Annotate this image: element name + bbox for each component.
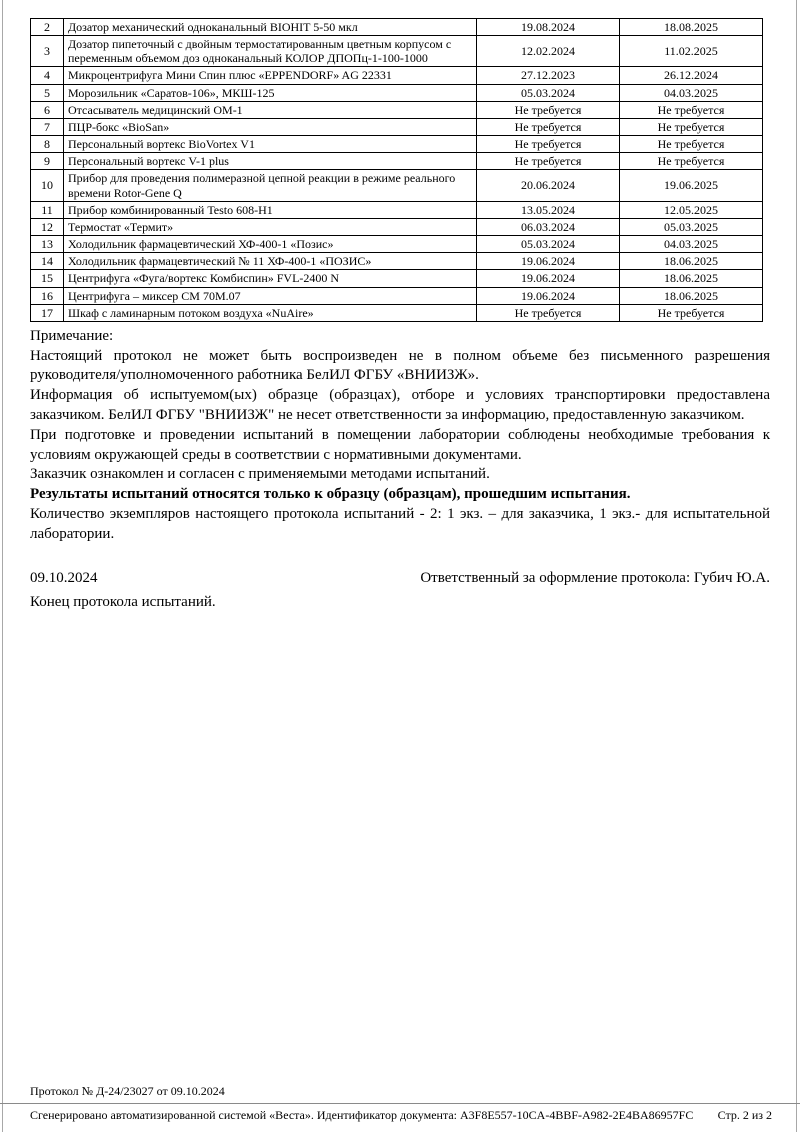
- equipment-name: Персональный вортекс V-1 plus: [64, 153, 477, 170]
- notes-title: Примечание:: [30, 327, 114, 344]
- row-number: 13: [31, 236, 64, 253]
- valid-until-date: 18.06.2025: [620, 287, 763, 304]
- table-row: [31, 67, 763, 84]
- table-row: [31, 136, 763, 153]
- table-row: [31, 236, 763, 253]
- valid-until-date: 04.03.2025: [620, 236, 763, 253]
- valid-until-date: 04.03.2025: [620, 84, 763, 101]
- table-row: [31, 201, 763, 218]
- valid-until-date: 18.08.2025: [620, 19, 763, 36]
- equipment-name: Персональный вортекс BioVortex V1: [64, 136, 477, 153]
- verification-date: 05.03.2024: [477, 236, 620, 253]
- row-number: 15: [31, 270, 64, 287]
- row-number: 9: [31, 153, 64, 170]
- footer-divider: [0, 1103, 800, 1104]
- protocol-date: 09.10.2024: [30, 569, 98, 586]
- valid-until-date: Не требуется: [620, 136, 763, 153]
- row-number: 3: [31, 36, 64, 67]
- page-edge-left: [2, 0, 3, 1132]
- row-number: 11: [31, 201, 64, 218]
- valid-until-date: Не требуется: [620, 304, 763, 321]
- page-edge-right: [796, 0, 797, 1132]
- note-paragraph-4: Заказчик ознакомлен и согласен с применяемыми методами испытаний.: [30, 466, 490, 483]
- end-of-protocol-line: Конец протокола испытаний.: [30, 593, 216, 610]
- table-row: [31, 218, 763, 235]
- table-row: [31, 101, 763, 118]
- equipment-name: Холодильник фармацевтический № 11 ХФ-400-1 «ПОЗИС»: [64, 253, 477, 270]
- verification-date: Не требуется: [477, 153, 620, 170]
- signature-row: [30, 570, 770, 587]
- equipment-name: Центрифуга «Фуга/вортекс Комбиспин» FVL-2400 N: [64, 270, 477, 287]
- verification-date: 06.03.2024: [477, 218, 620, 235]
- footer-protocol-number: Протокол № Д-24/23027 от 09.10.2024: [30, 1084, 225, 1098]
- table-row: [31, 36, 763, 67]
- row-number: 7: [31, 118, 64, 135]
- verification-date: 19.08.2024: [477, 19, 620, 36]
- notes-section: [30, 327, 770, 545]
- equipment-name: Шкаф с ламинарным потоком воздуха «NuAire»: [64, 304, 477, 321]
- note-paragraph-results-bold: Результаты испытаний относятся только к образцу (образцам), прошедшим испытания.: [30, 486, 631, 503]
- verification-date: 20.06.2024: [477, 170, 620, 201]
- table-row: [31, 84, 763, 101]
- equipment-name: Дозатор механический одноканальный BIOHIT 5-50 мкл: [64, 19, 477, 36]
- row-number: 10: [31, 170, 64, 201]
- verification-date: 19.06.2024: [477, 287, 620, 304]
- valid-until-date: 05.03.2025: [620, 218, 763, 235]
- verification-date: Не требуется: [477, 136, 620, 153]
- table-row: [31, 19, 763, 36]
- row-number: 17: [31, 304, 64, 321]
- table-row: [31, 270, 763, 287]
- table-row: [31, 253, 763, 270]
- note-paragraph-2: Информация об испытуемом(ых) образце (образцах), отборе и условиях транспортировки предоставлена заказчиком. БелИЛ ФГБУ "ВНИИЗЖ" не несет ответственности за информацию, предоставленную заказчиком.: [30, 387, 770, 423]
- equipment-name: Холодильник фармацевтический ХФ-400-1 «Позис»: [64, 236, 477, 253]
- row-number: 5: [31, 84, 64, 101]
- valid-until-date: 12.05.2025: [620, 201, 763, 218]
- equipment-name: Прибор комбинированный Testo 608-H1: [64, 201, 477, 218]
- valid-until-date: 11.02.2025: [620, 36, 763, 67]
- equipment-name: ПЦР-бокс «BioSan»: [64, 118, 477, 135]
- equipment-name: Термостат «Термит»: [64, 218, 477, 235]
- equipment-name: Микроцентрифуга Мини Спин плюс «EPPENDORF» AG 22331: [64, 67, 477, 84]
- valid-until-date: Не требуется: [620, 118, 763, 135]
- row-number: 2: [31, 19, 64, 36]
- table-row: [31, 304, 763, 321]
- responsible-person: Ответственный за оформление протокола: Губич Ю.А.: [420, 569, 770, 586]
- verification-date: 19.06.2024: [477, 253, 620, 270]
- equipment-name: Центрифуга – миксер СМ 70М.07: [64, 287, 477, 304]
- equipment-name: Морозильник «Саратов-106», МКШ-125: [64, 84, 477, 101]
- row-number: 4: [31, 67, 64, 84]
- footer-generated-text: Сгенерировано автоматизированной системой «Веста». Идентификатор документа: A3F8E557-10CA-4BBF-A982-2E4BA86957FC: [30, 1108, 694, 1122]
- valid-until-date: Не требуется: [620, 153, 763, 170]
- verification-date: 12.02.2024: [477, 36, 620, 67]
- row-number: 14: [31, 253, 64, 270]
- verification-date: 19.06.2024: [477, 270, 620, 287]
- verification-date: 27.12.2023: [477, 67, 620, 84]
- valid-until-date: 19.06.2025: [620, 170, 763, 201]
- note-paragraph-copies: Количество экземпляров настоящего протокола испытаний - 2: 1 экз. – для заказчика, 1 экз.- для испытательной лаборатории.: [30, 505, 770, 542]
- table-row: [31, 170, 763, 201]
- note-paragraph-3: При подготовке и проведении испытаний в помещении лаборатории соблюдены необходимые требования к условиям окружающей среды в соответствии с нормативными документами.: [30, 426, 770, 463]
- valid-until-date: 18.06.2025: [620, 253, 763, 270]
- row-number: 8: [31, 136, 64, 153]
- row-number: 6: [31, 101, 64, 118]
- table-row: [31, 287, 763, 304]
- row-number: 16: [31, 287, 64, 304]
- footer-page-number: Стр. 2 из 2: [717, 1108, 772, 1122]
- verification-date: Не требуется: [477, 118, 620, 135]
- footer-row: [30, 1108, 772, 1123]
- table-row: [31, 118, 763, 135]
- equipment-table: [30, 18, 763, 322]
- row-number: 12: [31, 218, 64, 235]
- equipment-name: Отсасыватель медицинский ОМ-1: [64, 101, 477, 118]
- verification-date: Не требуется: [477, 101, 620, 118]
- valid-until-date: 18.06.2025: [620, 270, 763, 287]
- verification-date: Не требуется: [477, 304, 620, 321]
- note-paragraph-1: Настоящий протокол не может быть воспроизведен не в полном объеме без письменного разрешения руководителя/уполномоченного работника БелИЛ ФГБУ «ВНИИЗЖ».: [30, 347, 770, 384]
- equipment-name: Дозатор пипеточный с двойным термостатированным цветным корпусом с переменным объемом доз одноканальный КОЛОР ДПОПц-1-100-1000: [64, 36, 477, 67]
- valid-until-date: 26.12.2024: [620, 67, 763, 84]
- verification-date: 05.03.2024: [477, 84, 620, 101]
- valid-until-date: Не требуется: [620, 101, 763, 118]
- page-content: [30, 18, 770, 611]
- verification-date: 13.05.2024: [477, 201, 620, 218]
- equipment-name: Прибор для проведения полимеразной цепной реакции в режиме реального времени Rotor-Gene Q: [64, 170, 477, 201]
- table-row: [31, 153, 763, 170]
